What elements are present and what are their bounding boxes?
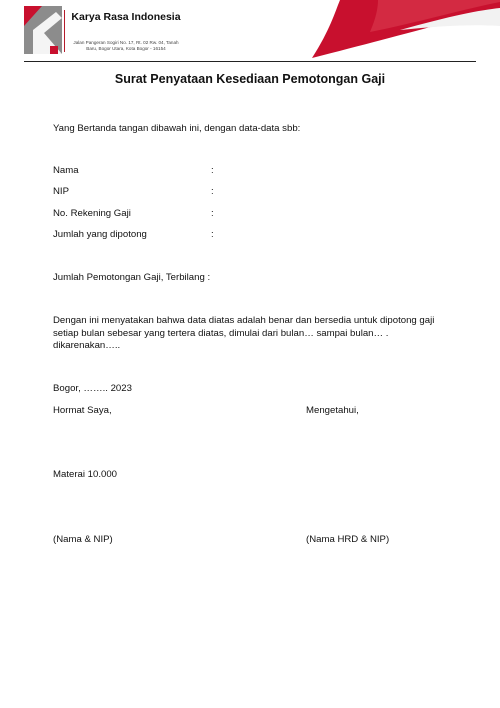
intro-text: Yang Bertanda tangan dibawah ini, dengan data-data sbb:	[53, 123, 301, 134]
header-divider	[24, 61, 476, 62]
document-title: Surat Penyataan Kesediaan Pemotongan Gaji	[114, 72, 386, 86]
place-date: Bogor, …….. 2023	[53, 383, 132, 394]
right-sign-name: (Nama HRD & NIP)	[306, 534, 390, 545]
field-label-jumlah: Jumlah yang dipotong	[53, 229, 147, 240]
field-label-rekening: No. Rekening Gaji	[53, 208, 131, 219]
field-colon-nama: :	[211, 165, 214, 176]
logo-separator	[64, 10, 65, 52]
company-address: Jalan Pangeran Sogiri No. 17, Rt. 02 Rw. 04, Tanah Baru, Bogor Utara, Kota Bogor - 16154	[73, 40, 179, 51]
stamp-label: Materai 10.000	[53, 469, 117, 480]
company-logo	[24, 6, 62, 54]
field-colon-jumlah: :	[211, 229, 214, 240]
header-swoosh	[300, 0, 500, 62]
company-name: Karya Rasa Indonesia	[71, 11, 181, 23]
statement-paragraph: Dengan ini menyatakan bahwa data diatas adalah benar dan bersedia untuk dipotong gaji setiap bulan sebesar yang tertera diatas, dimulai dari bulan… sampai bulan… . dikarenakan…..	[53, 315, 435, 351]
field-colon-rekening: :	[211, 208, 214, 219]
logo-red-square	[50, 46, 58, 54]
left-sign-heading: Hormat Saya,	[53, 405, 112, 416]
left-sign-name: (Nama & NIP)	[53, 534, 113, 545]
field-label-nip: NIP	[53, 186, 69, 197]
right-sign-heading: Mengetahui,	[306, 405, 359, 416]
field-label-nama: Nama	[53, 165, 79, 176]
amount-in-words-label: Jumlah Pemotongan Gaji, Terbilang :	[53, 272, 211, 283]
field-colon-nip: :	[211, 186, 214, 197]
